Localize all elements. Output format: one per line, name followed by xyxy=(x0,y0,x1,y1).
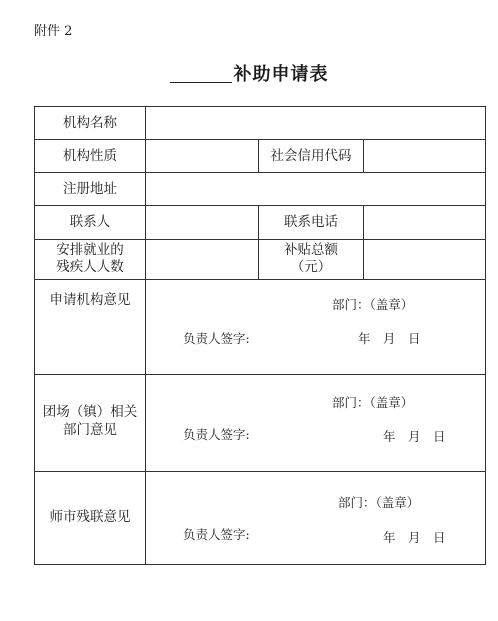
applicant-dept-seal: 部门：（盖章） xyxy=(332,297,414,312)
org-nature-label: 机构性质 xyxy=(63,148,117,164)
subsidy-total-label-line1: 补贴总额 xyxy=(284,242,338,258)
reg-address-label: 注册地址 xyxy=(63,181,117,197)
regiment-opinion-label-line1: 团场（镇）相关 xyxy=(42,404,138,420)
subsidy-total-value-cell[interactable] xyxy=(363,239,486,280)
contact-person-label: 联系人 xyxy=(69,214,111,230)
regiment-opinion-value-cell[interactable] xyxy=(145,374,486,472)
contact-phone-value-cell[interactable] xyxy=(363,205,486,240)
applicant-opinion-value-cell[interactable] xyxy=(145,279,486,375)
disabled-count-value-cell[interactable] xyxy=(145,239,259,280)
applicant-date: 年 月 日 xyxy=(358,331,421,346)
attachment-label: 附件 2 xyxy=(34,24,73,39)
title-text: 补助申请表 xyxy=(233,64,329,85)
org-name-label: 机构名称 xyxy=(63,115,117,131)
regiment-opinion-label-line2: 部门意见 xyxy=(63,422,117,438)
division-signature-label: 负责人签字: xyxy=(183,527,250,542)
credit-code-label: 社会信用代码 xyxy=(270,148,352,164)
regiment-dept-seal: 部门：（盖章） xyxy=(332,395,414,410)
division-opinion-value-cell[interactable] xyxy=(145,471,486,565)
applicant-opinion-label: 申请机构意见 xyxy=(49,292,131,308)
applicant-signature-label: 负责人签字: xyxy=(183,331,250,346)
contact-person-value-cell[interactable] xyxy=(145,205,259,240)
division-date: 年 月 日 xyxy=(383,530,446,545)
division-opinion-label: 师市残联意见 xyxy=(49,509,131,525)
disabled-count-label-line1: 安排就业的 xyxy=(56,242,124,258)
org-name-value-cell[interactable] xyxy=(145,106,486,140)
contact-phone-label: 联系电话 xyxy=(284,214,338,230)
org-nature-value-cell[interactable] xyxy=(145,139,259,173)
regiment-date: 年 月 日 xyxy=(383,429,446,444)
regiment-signature-label: 负责人签字: xyxy=(183,427,250,442)
reg-address-value-cell[interactable] xyxy=(145,172,486,206)
subsidy-total-label-line2: （元） xyxy=(290,259,332,275)
disabled-count-label-line2: 残疾人人数 xyxy=(56,259,124,275)
credit-code-value-cell[interactable] xyxy=(363,139,486,173)
division-dept-seal: 部门：（盖章） xyxy=(338,495,420,510)
